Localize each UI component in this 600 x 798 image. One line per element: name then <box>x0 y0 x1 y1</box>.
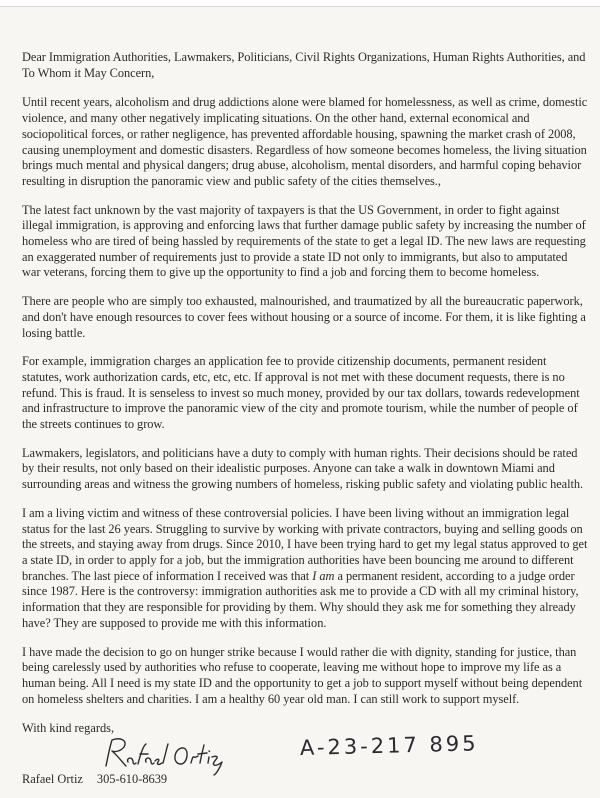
paper-top-edge <box>0 0 600 7</box>
personal-story-part-2: a permanent resident, according to a judge order since 1987. Here is the controversy: immigration authorities ask me to provide a CD with all my criminal history, information that they are responsible for providing by them. Why should they ask me for something they already have? They are supposed to provide me with this information. <box>22 568 579 630</box>
personal-story-part-1: I am a living victim and witness of these controversial policies. I have been living without an immigration legal status for the last 26 years. Struggling to survive by working with private contractors, buying and selling goods on the streets, and staying away from drugs. Since 2010, I have been trying hard to get my legal status approved to get a state ID, in order to apply for a job, but the immigration authorities have been bouncing me around to different branches. The last piece of information I received was that <box>22 505 588 583</box>
personal-story-emphasis: I am <box>312 568 335 583</box>
paragraph-homelessness-causes: Until recent years, alcoholism and drug addictions alone were blamed for homelessness, as well as crime, domestic violence, and many other negatively implicating situations. On the other hand, external economical and sociopolitical forces, or rather negligence, has prevented affordable housing, spawning the market crash of 2008, causing unemployment and domestic disasters. Regardless of how someone becomes homeless, the living situation brings much mental and physical dangers; drug abuse, alcoholism, mental disorders, and harmful coping behavior resulting in disruption the panoramic view and public safety of the cities themselves., <box>22 95 588 188</box>
paragraph-human-rights: Lawmakers, legislators, and politicians have a duty to comply with human rights. Their decisions should be rated by their results, not only based on their idealistic purposes. Anyone can take a walk in downtown Miami and surrounding areas and witness the growing numbers of homeless, risking public safety and violating public health. <box>22 445 584 492</box>
letter-body <box>22 50 588 720</box>
printed-name: Rafael Ortiz <box>22 772 83 786</box>
paragraph-hunger-strike: I have made the decision to go on hunger strike because I would rather die with dignity, standing for justice, than being carelessly used by authorities who refuse to cooperate, leaving me without hope to improve my life as a human being. All I need is my state ID and the opportunity to get a job to support myself without being dependent on homeless shelters and charities. I am a healthy 60 year old man. I can still work to support myself. <box>22 644 583 706</box>
closing: With kind regards, <box>22 721 115 735</box>
sender-footer <box>22 772 167 787</box>
phone-number: 305-610-8639 <box>96 772 168 786</box>
paragraph-state-id-laws: The latest fact unknown by the vast majority of taxpayers is that the US Government, in order to fight against illegal immigration, is approving and enforcing laws that further damage public safety by increasing the number of homeless who are tired of being hassled by requirements of the state to get a legal ID. The new laws are requesting an exaggerated number of requirements just to provide a state ID not only to immigrants, but also to amputated war veterans, forcing them to give up the opportunity to find a job and forcing them to become homeless. <box>22 202 586 280</box>
paragraph-personal-story <box>22 506 588 632</box>
salutation: Dear Immigration Authorities, Lawmakers, Politicians, Civil Rights Organizations, Human Rights Authorities, and To Whom it May Concern, <box>22 50 586 80</box>
paragraph-bureaucracy: There are people who are simply too exhausted, malnourished, and traumatized by all the bureaucratic paperwork, and don't have enough resources to cover fees without housing or a source of income. For them, it is like fighting a losing battle. <box>22 294 586 340</box>
handwritten-alien-number: A-23-217 895 <box>299 731 479 760</box>
paragraph-application-fees: For example, immigration charges an application fee to provide citizenship documents, permanent resident statutes, work authorization cards, etc, etc, etc. If approval is not met with these document requests, there is no refund. This is fraud. It is senseless to invest so much money, provided by our tax dollars, towards redevelopment and infrastructure to improve the panoramic view of the city and promote tourism, while the number of people of the streets continues to grow. <box>22 354 580 432</box>
